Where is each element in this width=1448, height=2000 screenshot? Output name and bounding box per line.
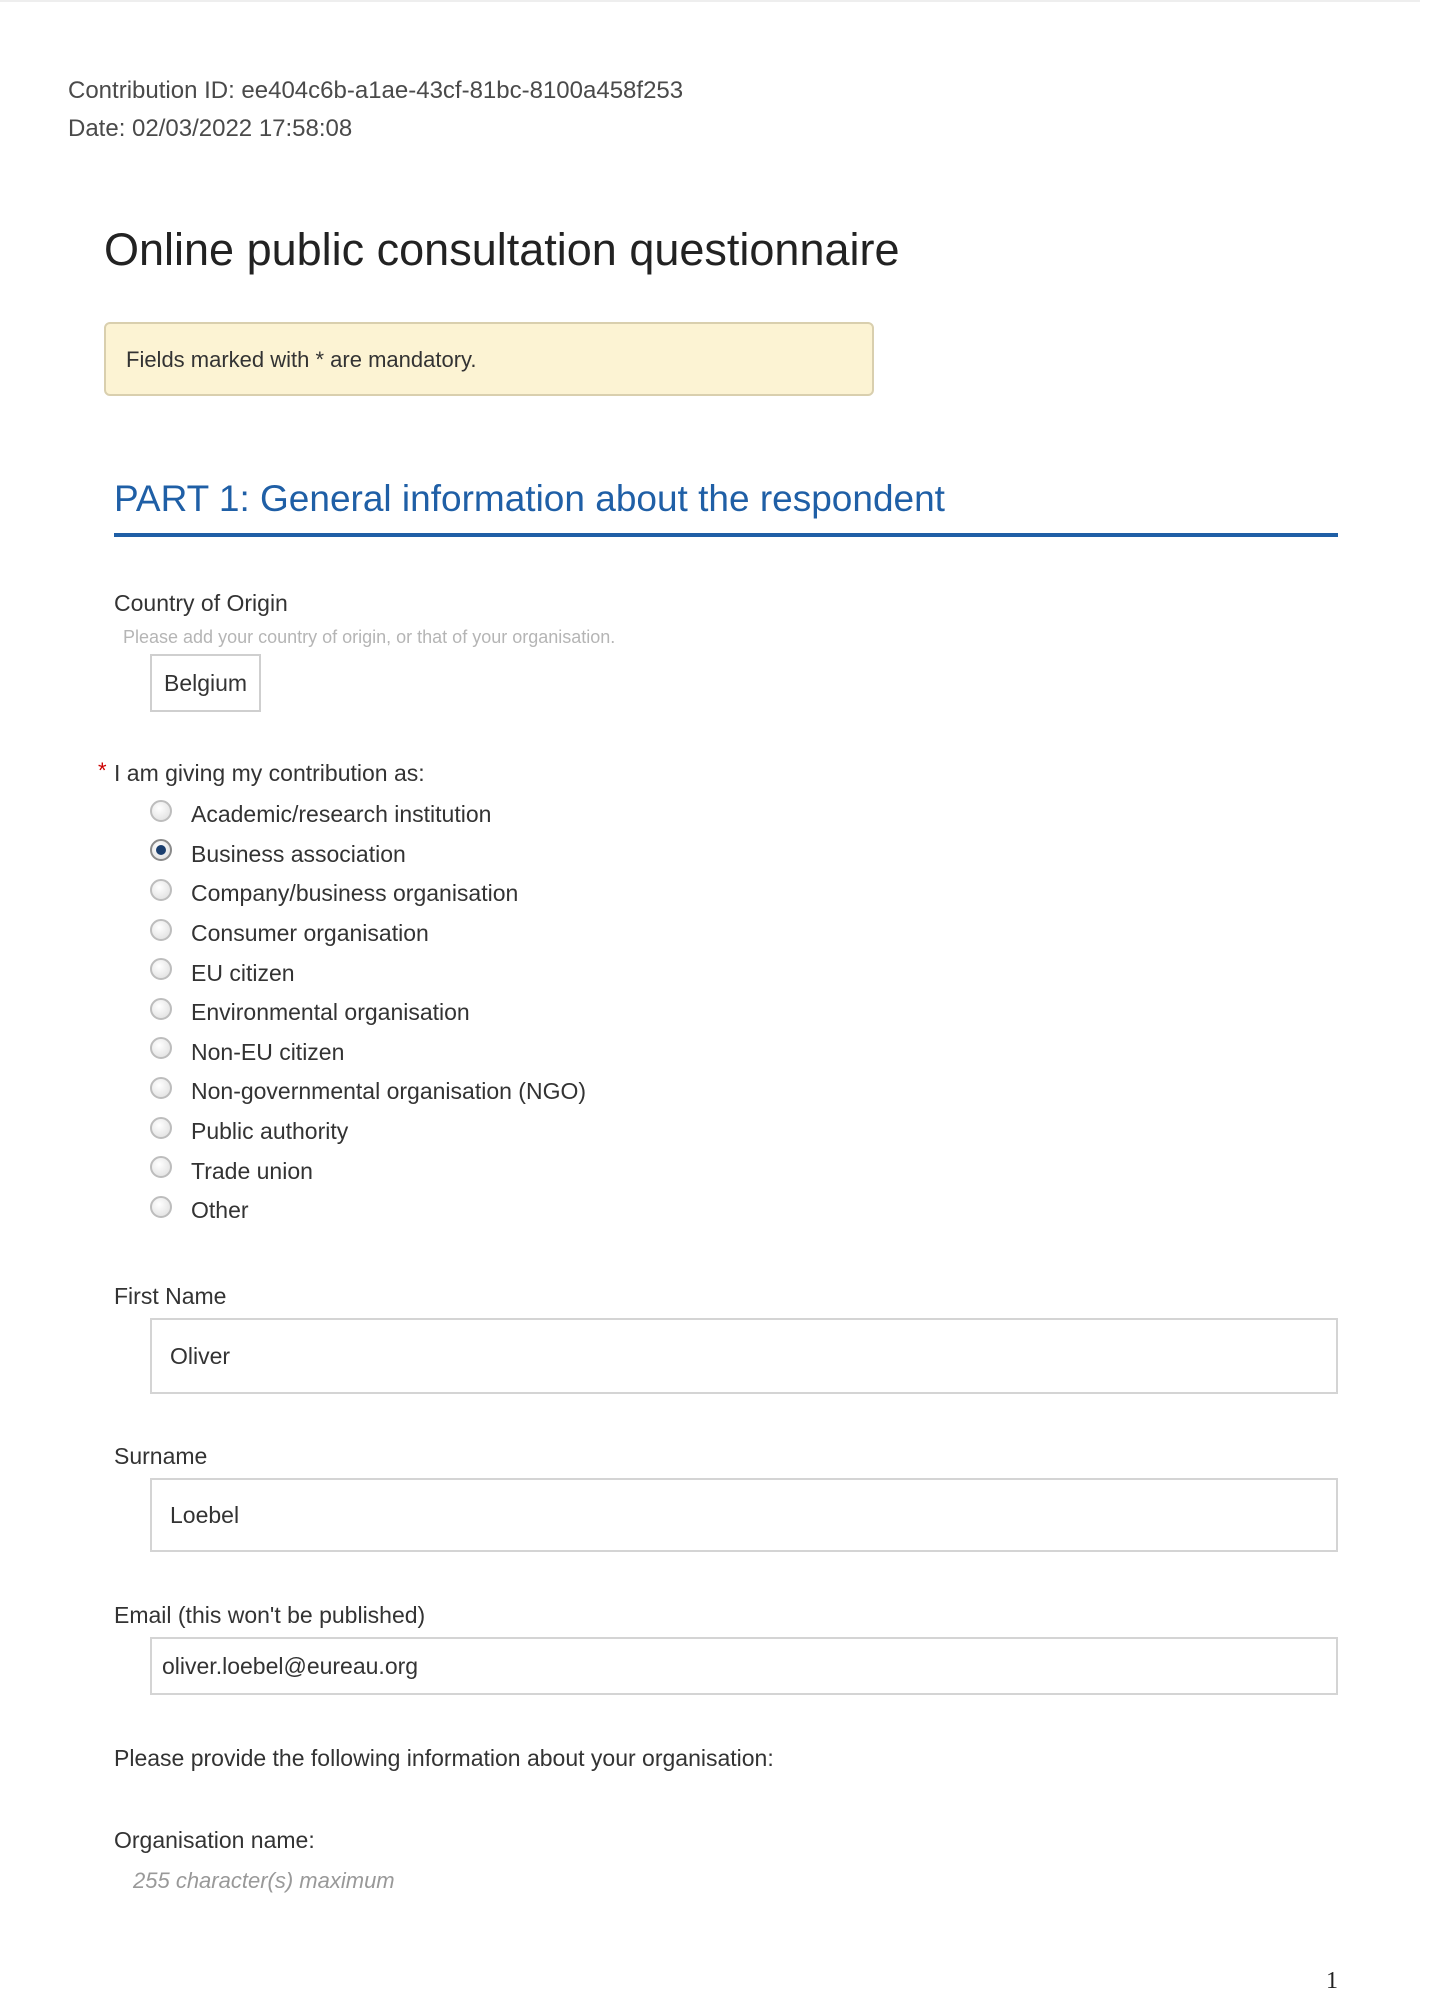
contribution-option[interactable] xyxy=(150,953,586,993)
radio-option-label: Trade union xyxy=(191,1157,313,1184)
radio-button[interactable] xyxy=(150,1156,172,1178)
section-divider xyxy=(114,533,1338,537)
page-title: Online public consultation questionnaire xyxy=(104,224,900,275)
organisation-name-label: Organisation name: xyxy=(114,1827,315,1853)
radio-button[interactable] xyxy=(150,1196,172,1218)
contribution-label xyxy=(98,758,425,787)
contribution-option[interactable] xyxy=(150,1033,586,1073)
radio-option-label: EU citizen xyxy=(191,959,295,986)
contribution-option[interactable] xyxy=(150,914,586,954)
radio-option-label: Consumer organisation xyxy=(191,920,429,947)
radio-button[interactable] xyxy=(150,839,172,861)
radio-option-label: Non-EU citizen xyxy=(191,1038,345,1065)
radio-option-label: Company/business organisation xyxy=(191,880,519,907)
contribution-id: Contribution ID: ee404c6b-a1ae-43cf-81bc-8100a458f253 xyxy=(68,77,684,104)
contribution-option[interactable] xyxy=(150,1072,586,1112)
contribution-date: Date: 02/03/2022 17:58:08 xyxy=(68,115,353,142)
contribution-label-text: I am giving my contribution as: xyxy=(114,760,425,786)
radio-option-label: Public authority xyxy=(191,1118,349,1145)
mandatory-notice: Fields marked with * are mandatory. xyxy=(104,322,874,396)
contribution-option[interactable] xyxy=(150,1191,586,1231)
radio-option-label: Academic/research institution xyxy=(191,801,492,828)
radio-button[interactable] xyxy=(150,919,172,941)
organisation-intro: Please provide the following information about your organisation: xyxy=(114,1745,774,1771)
contribution-option[interactable] xyxy=(150,795,586,835)
radio-option-label: Non-governmental organisation (NGO) xyxy=(191,1078,587,1105)
email-label: Email (this won't be published) xyxy=(114,1602,426,1628)
country-help-text: Please add your country of origin, or that of your organisation. xyxy=(123,627,616,647)
radio-button[interactable] xyxy=(150,1037,172,1059)
radio-option-label: Other xyxy=(191,1197,249,1224)
page-number: 1 xyxy=(1326,1968,1338,1994)
surname-field[interactable]: Loebel xyxy=(150,1478,1338,1552)
radio-button[interactable] xyxy=(150,879,172,901)
first-name-label: First Name xyxy=(114,1283,227,1309)
contribution-radio-group xyxy=(150,795,586,1231)
surname-label: Surname xyxy=(114,1443,208,1469)
section-title-part1: PART 1: General information about the respondent xyxy=(114,478,945,519)
page-top-rule xyxy=(0,0,1420,2)
radio-button[interactable] xyxy=(150,958,172,980)
contribution-option[interactable] xyxy=(150,1151,586,1191)
radio-option-label: Environmental organisation xyxy=(191,999,470,1026)
email-field[interactable]: oliver.loebel@eureau.org xyxy=(150,1637,1338,1695)
radio-button[interactable] xyxy=(150,998,172,1020)
contribution-option[interactable] xyxy=(150,993,586,1033)
radio-button[interactable] xyxy=(150,1117,172,1139)
country-field[interactable]: Belgium xyxy=(150,654,261,712)
radio-option-label: Business association xyxy=(191,840,406,867)
first-name-field[interactable]: Oliver xyxy=(150,1318,1338,1394)
radio-button[interactable] xyxy=(150,1077,172,1099)
required-marker: * xyxy=(98,758,107,783)
contribution-metadata xyxy=(68,72,683,148)
organisation-name-help: 255 character(s) maximum xyxy=(133,1868,395,1893)
country-label: Country of Origin xyxy=(114,590,288,616)
contribution-option[interactable] xyxy=(150,874,586,914)
contribution-option[interactable] xyxy=(150,1112,586,1152)
contribution-option[interactable] xyxy=(150,835,586,875)
radio-button[interactable] xyxy=(150,800,172,822)
